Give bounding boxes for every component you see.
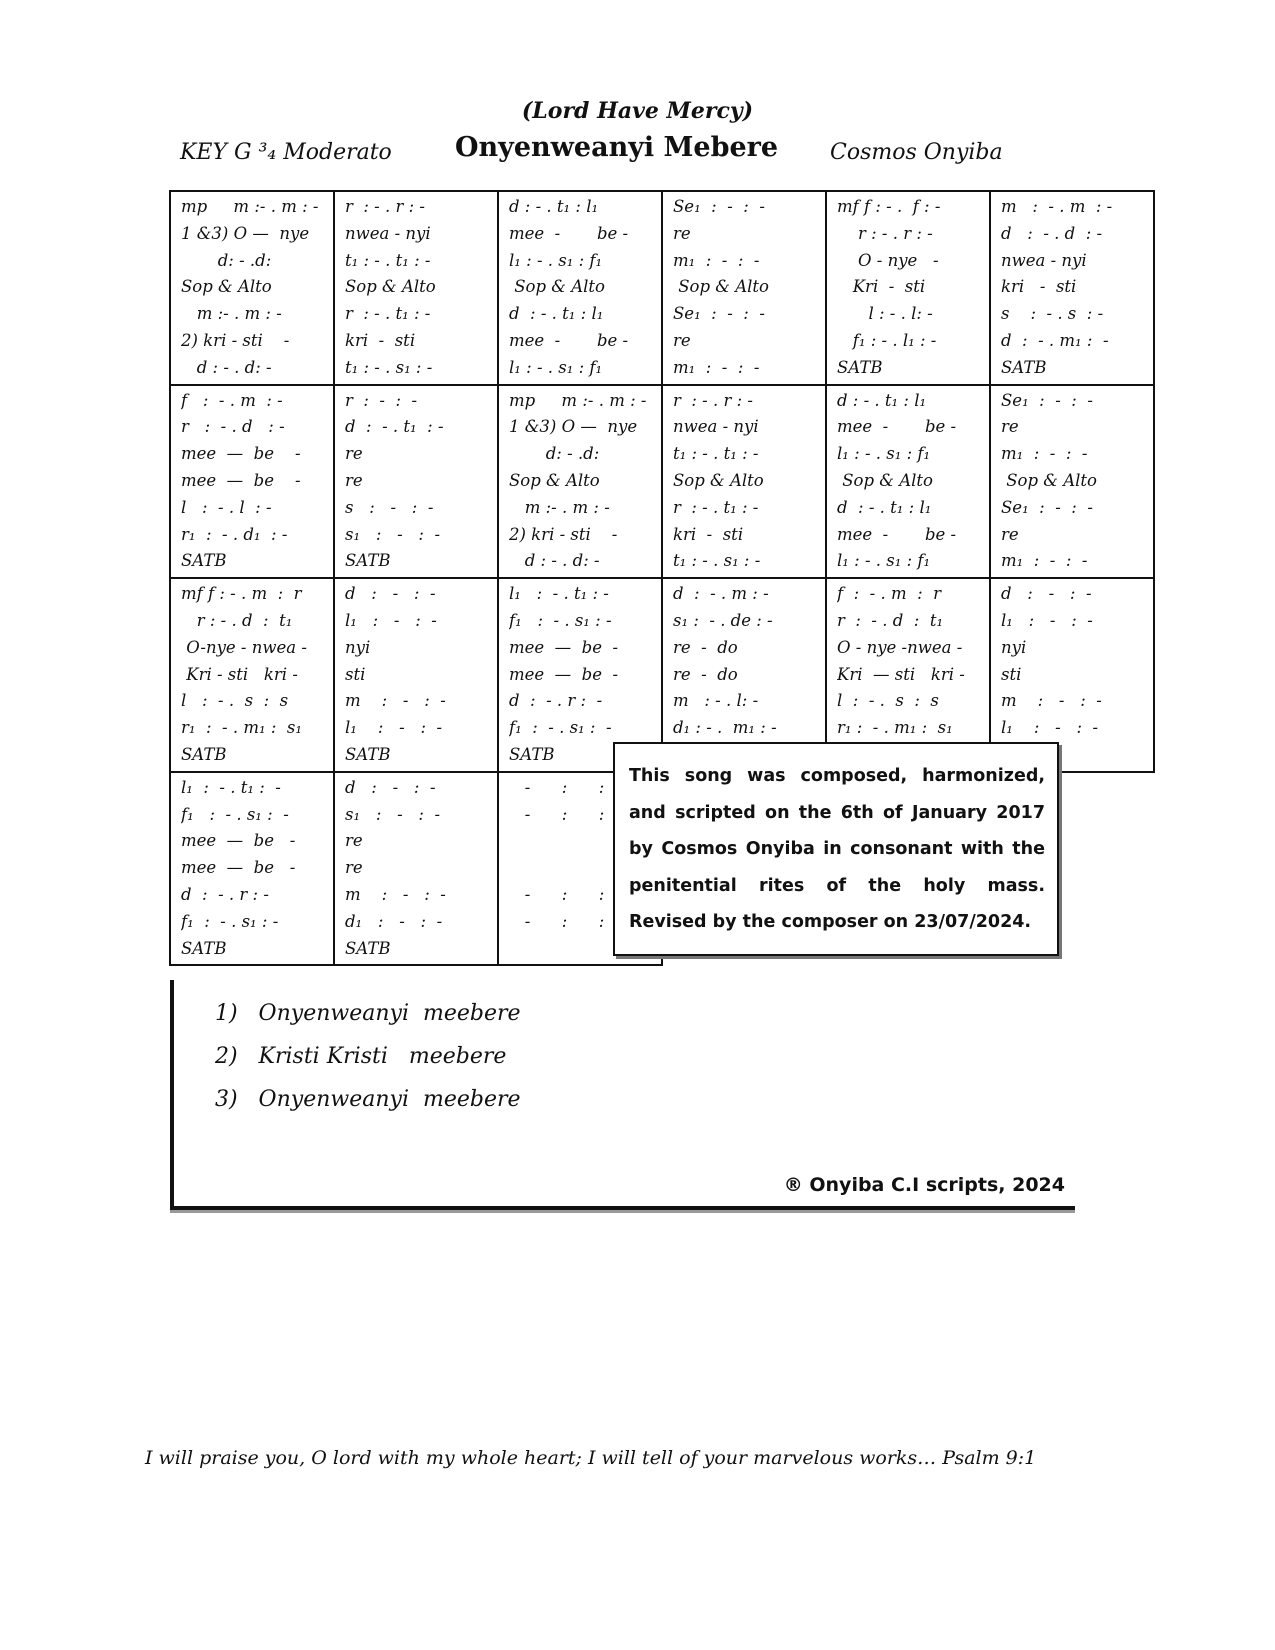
solfa-line: l : - . s : s [181,691,289,711]
solfa-line: s : - : - [345,497,434,517]
solfa-line: SATB [837,357,883,377]
score-cell [990,191,1154,385]
solfa-line: m₁ : - : - [1001,551,1088,571]
solfa-line: sti [1001,664,1022,684]
score-cell [662,385,826,579]
solfa-line: nwea - nyi [345,223,431,243]
solfa-line: Se₁ : - : - [1001,390,1093,410]
solfa-line: r₁ : - . d₁ : - [181,524,288,544]
solfa-line: 2) kri - sti - [181,330,290,350]
solfa-line: d : - . m : - [673,584,769,604]
solfa-line: m : - : - [1001,691,1102,711]
solfa-line: kri - sti [673,524,744,544]
solfa-line: r : - . d : t₁ [837,610,944,630]
song-header [170,132,1070,172]
score-cell [498,191,662,385]
solfa-line: d : - : - [1001,584,1092,604]
solfa-line: d: - .d: [509,444,600,464]
solfa-line: SATB [509,744,555,764]
solfa-line: mee - be - [509,223,629,243]
solfa-line: mp m :- . m : - [181,197,319,216]
score-cell [334,385,498,579]
solfa-line: m₁ : - : - [673,250,760,270]
solfa-line: l₁ : - . s₁ : f₁ [509,250,603,270]
solfa-line: t₁ : - . t₁ : - [673,444,759,464]
copyright-notice: ® Onyiba C.I scripts, 2024 [783,1174,1065,1196]
solfa-line: m₁ : - : - [1001,444,1088,464]
solfa-line: Se₁ : - : - [673,304,765,324]
solfa-line: d : - . r : - [181,884,269,904]
solfa-line: f₁ : - . s₁ : - [509,718,612,738]
solfa-line: SATB [181,744,227,764]
solfa-line: r₁ : - . m₁ : s₁ [181,718,302,738]
solfa-line: d : - : - [345,777,436,797]
solfa-line: re [673,223,691,243]
score-cell [826,191,990,385]
solfa-line: l₁ : - . s₁ : f₁ [837,444,931,464]
score-row [170,385,1154,579]
composer-name: Cosmos Onyiba [830,140,1003,165]
solfa-line: mee - be - [837,417,957,437]
solfa-line: nwea - nyi [1001,250,1087,270]
solfa-line: d : - . d: - [509,551,600,571]
solfa-line: f₁ : - . s₁ : - [181,911,279,931]
solfa-line: Sop & Alto [673,277,769,297]
solfa-line: - : : [509,911,605,931]
solfa-line: r : - . d : - [181,417,285,437]
solfa-line: r : - . r : - [673,390,754,410]
solfa-line: m :- . m : - [509,497,610,517]
score-cell [334,772,498,966]
solfa-line: Kri - sti kri - [181,664,298,684]
verse-list [215,992,521,1121]
solfa-line: Kri — sti kri - [837,664,965,684]
solfa-line: Se₁ : - : - [673,197,765,216]
solfa-line: d : - . d : - [1001,223,1103,243]
key-tempo: KEY G ³₄ Moderato [180,140,392,165]
solfa-line: re - do [673,637,738,657]
solfa-line: SATB [345,938,391,958]
psalm-quote: I will praise you, O lord with my whole heart; I will tell of your marvelous works… Psalm 9:1 [145,1447,1037,1469]
solfa-line: mp m :- . m : - [509,390,647,410]
solfa-line: nwea - nyi [673,417,759,437]
solfa-line: nyi [345,637,371,657]
solfa-line: mee — be - [509,664,619,684]
frame-left-border [170,980,174,1210]
solfa-line: mee — be - [181,444,301,464]
solfa-line: r : - . r : - [345,197,426,216]
verses-box [170,980,1075,1210]
solfa-line: d₁ : - . m₁ : - [673,718,777,738]
solfa-line: mee — be - [181,858,296,878]
solfa-line: r : - . t₁ : - [673,497,759,517]
score-cell [170,191,334,385]
solfa-line: r : - . t₁ : - [345,304,431,324]
solfa-line: re [345,858,363,878]
solfa-line: mee - be - [509,330,629,350]
solfa-line: Sop & Alto [345,277,436,297]
score-cell [498,385,662,579]
solfa-line: O-nye - nwea - [181,637,307,657]
score-cell [170,578,334,772]
solfa-line: f : - . m : r [837,584,942,604]
solfa-line: mf f : - . m : r [181,584,302,604]
solfa-line: r : - : - [345,390,418,410]
solfa-line: SATB [345,551,391,571]
solfa-line: l₁ : - : - [345,718,443,738]
solfa-line: re [673,330,691,350]
solfa-line: d : - . d: - [181,357,272,377]
solfa-line: SATB [345,744,391,764]
score-cell [334,191,498,385]
solfa-line: SATB [181,938,227,958]
score-cell [170,772,334,966]
score-cell [990,385,1154,579]
solfa-line: l₁ : - : - [345,610,437,630]
score-cell [170,385,334,579]
song-title: Onyenweanyi Mebere [455,132,779,163]
solfa-line: s : - . s : - [1001,304,1104,324]
solfa-line: m : - . l: - [673,691,759,711]
solfa-line: Sop & Alto [837,470,933,490]
solfa-line: m : - . m : - [1001,197,1113,216]
solfa-line: m₁ : - : - [673,357,760,377]
solfa-line: l₁ : - : - [1001,718,1099,738]
solfa-line: t₁ : - . t₁ : - [345,250,431,270]
solfa-line: l : - . s : s [837,691,939,711]
score-cell [334,578,498,772]
solfa-line: mee - be - [837,524,957,544]
composition-note: This song was composed, harmonized, and scripted on the 6th of January 2017 by Cosmos Onyiba in consonant with the penitential rites of the holy mass. Revised by the composer on 23/07/2024. [613,742,1059,956]
solfa-line: d : - . r : - [509,691,603,711]
solfa-line: l : - . l: - [837,304,933,324]
solfa-line: Sop & Alto [509,277,605,297]
score-cell [826,385,990,579]
solfa-line: O - nye -nwea - [837,637,963,657]
solfa-line: d : - . t₁ : l₁ [509,197,599,216]
frame-bottom-border [170,1206,1075,1210]
solfa-line: 1 &3) O — nye [181,223,310,243]
solfa-line: re [345,831,363,851]
verse-item: 3) Onyenweanyi meebere [215,1087,521,1112]
score-row [170,191,1154,385]
solfa-line: l₁ : - : - [1001,610,1093,630]
solfa-line: r : - . r : - [837,223,933,243]
solfa-line: t₁ : - . s₁ : - [673,551,761,571]
solfa-line: Sop & Alto [673,470,764,490]
solfa-line: d : - . t₁ : l₁ [837,497,932,517]
solfa-line: m : - : - [345,691,446,711]
solfa-line: m : - : - [345,884,446,904]
solfa-line: d : - . m₁ : - [1001,330,1109,350]
solfa-line: d : - . t₁ : l₁ [509,304,604,324]
solfa-line: - : : [509,804,605,824]
solfa-line: d : - . t₁ : l₁ [837,390,927,410]
solfa-line: l₁ : - . s₁ : f₁ [509,357,603,377]
solfa-line: Kri - sti [837,277,926,297]
solfa-line: f₁ : - . s₁ : - [181,804,289,824]
solfa-line: mee — be - [181,470,301,490]
solfa-line: l : - . l : - [181,497,272,517]
solfa-line: re [345,470,363,490]
solfa-line: Se₁ : - : - [1001,497,1093,517]
solfa-line: m :- . m : - [181,304,282,324]
solfa-line: Sop & Alto [1001,470,1097,490]
score-cell [662,191,826,385]
solfa-line: re [345,444,363,464]
solfa-line: s₁ : - . de : - [673,610,773,630]
solfa-line: re [1001,524,1019,544]
solfa-line: - : : [509,777,605,797]
solfa-line: re - do [673,664,738,684]
solfa-line: 2) kri - sti - [509,524,618,544]
solfa-line: re [1001,417,1019,437]
solfa-line: 1 &3) O — nye [509,417,638,437]
solfa-line: l₁ : - . t₁ : - [181,777,281,797]
solfa-line: d : - . t₁ : - [345,417,444,437]
song-subtitle: (Lord Have Mercy) [521,98,754,124]
solfa-line: l₁ : - . t₁ : - [509,584,609,604]
solfa-line: s₁ : - : - [345,524,441,544]
solfa-line: mee — be - [509,637,619,657]
solfa-line: f₁ : - . l₁ : - [837,330,937,350]
solfa-line: mf f : - . f : - [837,197,941,216]
solfa-line: d: - .d: [181,250,272,270]
solfa-line: d : - : - [345,584,436,604]
solfa-line: Sop & Alto [509,470,600,490]
solfa-line: s₁ : - : - [345,804,441,824]
solfa-line: f : - . m : - [181,390,283,410]
solfa-line: r : - . d : t₁ [181,610,293,630]
solfa-line: l₁ : - . s₁ : f₁ [837,551,931,571]
solfa-line: Sop & Alto [181,277,272,297]
solfa-line: r₁ : - . m₁ : s₁ [837,718,953,738]
solfa-line: O - nye - [837,250,939,270]
solfa-line: f₁ : - . s₁ : - [509,610,612,630]
solfa-line: kri - sti [1001,277,1077,297]
solfa-line: d₁ : - : - [345,911,443,931]
solfa-line: mee — be - [181,831,296,851]
verse-item: 2) Kristi Kristi meebere [215,1044,507,1069]
solfa-line: kri - sti [345,330,416,350]
solfa-line: SATB [181,551,227,571]
solfa-line: sti [345,664,366,684]
solfa-line: - : : [509,884,605,904]
verse-item: 1) Onyenweanyi meebere [215,1001,521,1026]
solfa-line: SATB [1001,357,1047,377]
solfa-line: t₁ : - . s₁ : - [345,357,433,377]
solfa-line: nyi [1001,637,1027,657]
